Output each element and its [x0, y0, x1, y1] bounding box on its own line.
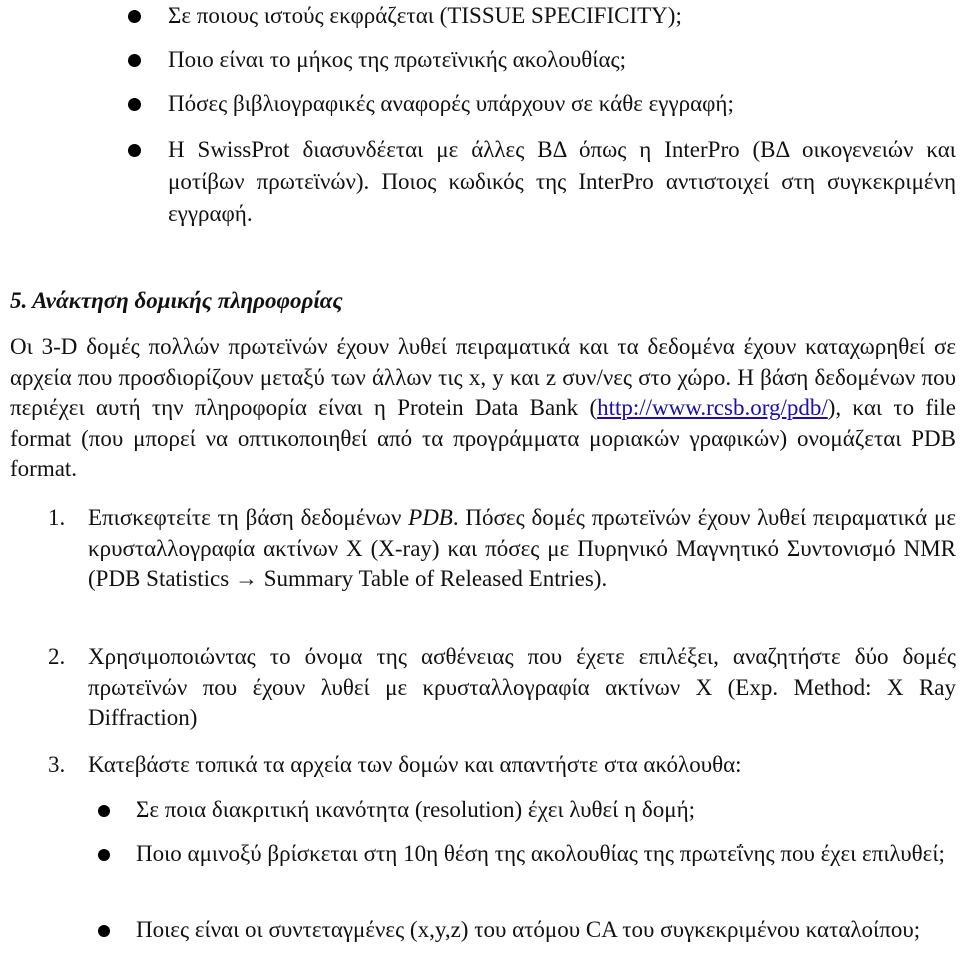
pdb-link[interactable]: http://www.rcsb.org/pdb/: [597, 395, 828, 420]
section-paragraph: [10, 332, 956, 485]
numbered-text-before: Επισκεφτείτε τη βάση δεδομένων: [88, 505, 409, 530]
bullet-item-sequence-length: [168, 44, 956, 76]
bullet-text: Πόσες βιβλιογραφικές αναφορές υπάρχουν σε κάθε εγγραφή;: [168, 91, 734, 116]
sub-bullet-text: Σε ποια διακριτική ικανότητα (resolution) έχει λυθεί η δομή;: [136, 797, 695, 822]
bullet-dot-icon: [128, 10, 141, 23]
bullet-text: Ποιο είναι το μήκος της πρωτεϊνικής ακολουθίας;: [168, 47, 627, 72]
numbered-item-2: [48, 642, 956, 734]
numbered-item-3: [48, 750, 956, 781]
sub-bullet-amino-acid: [136, 838, 956, 870]
bullet-dot-icon: [98, 925, 110, 937]
numbered-text: Κατεβάστε τοπικά τα αρχεία των δομών και απαντήστε στα ακόλουθα:: [88, 752, 742, 777]
section-heading: 5. Ανάκτηση δομικής πληροφορίας: [10, 288, 343, 313]
sub-bullet-text: Ποιες είναι οι συντεταγμένες (x,y,z) του ατόμου CA του συγκεκριμένου καταλοίπου;: [136, 917, 921, 942]
numbered-label: 1.: [48, 505, 66, 530]
bullet-item-tissue-specificity: [168, 0, 956, 32]
sub-bullet-resolution: [136, 794, 956, 826]
paragraph-text-after-link: ), και το file format (που μπορεί να οπτικοποιηθεί από τα προγράμματα μοριακών γραφικών) ονομάζεται PDB format.: [10, 395, 956, 481]
numbered-text-after: . Πόσες δομές πρωτεϊνών έχουν λυθεί πειραματικά με κρυσταλλογραφία ακτίνων X (X-ray) και πόσες με Πυρηνικό Μαγνητικό Συντονισμό NMR (PDB Statistics → Summary Table of Released Entries).: [88, 505, 956, 591]
sub-bullet-text: Ποιο αμινοξύ βρίσκεται στη 10η θέση της ακολουθίας της πρωτεΐνης που έχει επιλυθεί;: [136, 841, 945, 866]
numbered-label: 2.: [48, 644, 66, 669]
numbered-item-1: [48, 503, 956, 595]
bullet-dot-icon: [98, 849, 110, 861]
bullet-dot-icon: [128, 54, 141, 67]
sub-bullet-coordinates: [136, 914, 956, 946]
bullet-item-interpro: [168, 134, 956, 230]
numbered-italic-pdb: PDB: [408, 505, 453, 530]
numbered-text: Χρησιμοποιώντας το όνομα της ασθένειας που έχετε επιλέξει, αναζητήστε δύο δομές πρωτεϊνών που έχουν λυθεί με κρυσταλλογραφία ακτίνων X (Exp. Method: X Ray Diffraction): [88, 644, 956, 730]
bullet-dot-icon: [128, 98, 141, 111]
bullet-dot-icon: [128, 144, 141, 157]
bullet-text: Σε ποιους ιστούς εκφράζεται (TISSUE SPECIFICITY);: [168, 3, 682, 28]
bullet-text: Η SwissProt διασυνδέεται με άλλες ΒΔ όπως η InterPro (ΒΔ οικογενειών και μοτίβων πρωτεϊνών). Ποιος κωδικός της InterPro αντιστοιχεί στη συγκεκριμένη εγγραφή.: [168, 137, 956, 226]
numbered-label: 3.: [48, 752, 66, 777]
paragraph-text-before-link: Οι 3-D δομές πολλών πρωτεϊνών έχουν λυθεί πειραματικά και τα δεδομένα έχουν καταχωρηθεί σε αρχεία που προσδιορίζουν μεταξύ των άλλων τις x, y και z συν/νες στο χώρο. Η βάση δεδομένων που περιέχει αυτή την πληροφορία είναι η Protein Data Bank (: [10, 334, 956, 420]
bullet-item-references: [168, 88, 956, 120]
bullet-dot-icon: [98, 805, 110, 817]
